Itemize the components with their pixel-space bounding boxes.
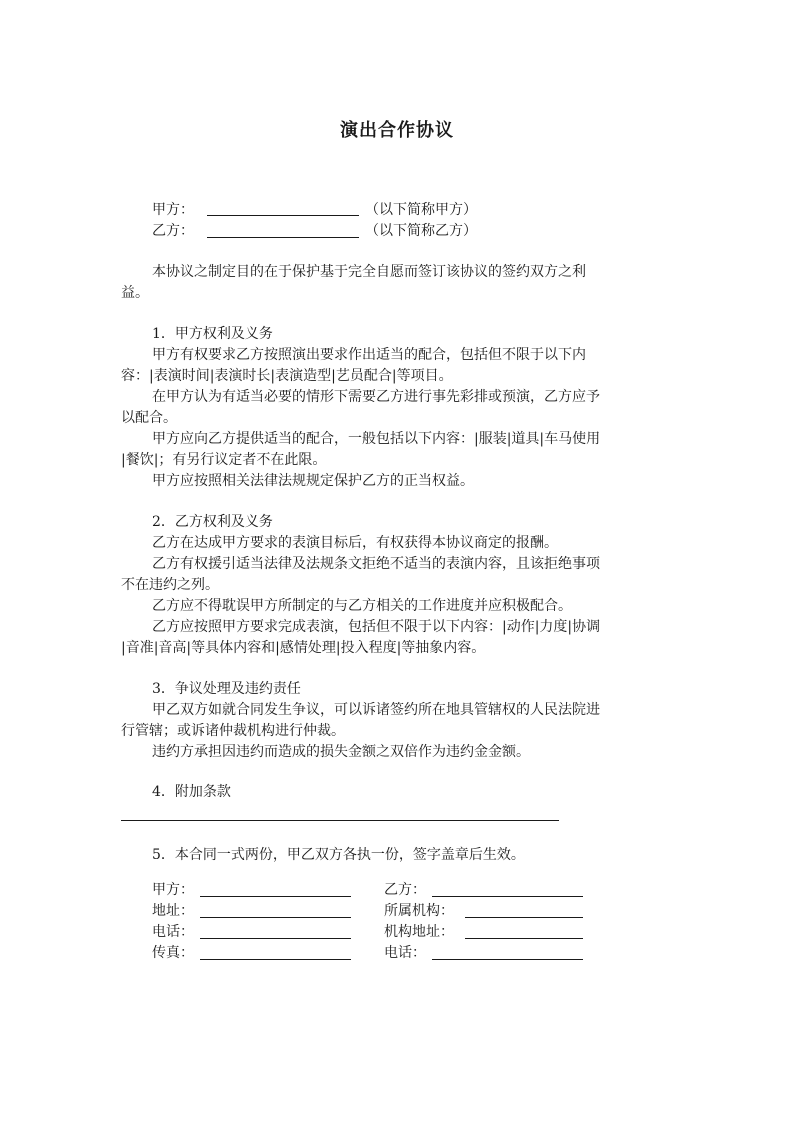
section2-line: |音准|音高|等具体内容和|感情处理|投入程度|等抽象内容。 [121,640,486,656]
sign-a-address-label: 地址： [152,903,194,919]
section3-line: 甲乙双方如就合同发生争议，可以诉诸签约所在地具管辖权的人民法院进 [152,702,600,718]
section5-text: 5．本合同一式两份，甲乙双方各执一份，签字盖章后生效。 [152,847,525,863]
sign-party-b-label: 乙方： [384,882,426,898]
sign-b-org-field[interactable] [465,917,583,918]
section2-line: 乙方应不得耽误甲方所制定的与乙方相关的工作进度并应积极配合。 [152,598,572,614]
section1-line: 甲方应按照相关法律法规规定保护乙方的正当权益。 [152,473,474,489]
preamble-line-1: 本协议之制定目的在于保护基于完全自愿而签订该协议的签约双方之利 [152,264,586,280]
party-a-label: 甲方： [152,202,194,218]
party-b-label: 乙方： [152,223,194,239]
sign-party-a-field[interactable] [200,896,351,897]
sign-party-a-label: 甲方： [152,882,194,898]
sign-a-fax-label: 传真： [152,945,194,961]
section3-line: 行管辖；或诉诸仲裁机构进行仲裁。 [121,723,345,739]
section2-line: 不在违约之列。 [121,577,219,593]
section3-line: 违约方承担因违约而造成的损失金额之双倍作为违约金金额。 [152,744,530,760]
section1-line: 甲方有权要求乙方按照演出要求作出适当的配合，包括但不限于以下内 [152,347,586,363]
sign-b-org-address-field[interactable] [465,938,583,939]
sign-b-phone-label: 电话： [384,945,426,961]
preamble-line-2: 益。 [121,285,149,301]
document-title: 演出合作协议 [340,120,454,141]
sign-a-fax-field[interactable] [200,959,351,960]
additional-terms-blank[interactable] [121,820,559,821]
party-a-suffix: （以下简称甲方） [365,202,477,218]
party-a-blank[interactable] [207,215,359,216]
party-b-suffix: （以下简称乙方） [365,223,477,239]
section1-line: |餐饮|；有另行议定者不在此限。 [121,452,327,468]
sign-a-phone-label: 电话： [152,924,194,940]
section1-line: 以配合。 [121,410,177,426]
section2-heading: 2．乙方权利及义务 [152,514,273,530]
section1-line: 甲方应向乙方提供适当的配合，一般包括以下内容：|服装|道具|车马使用 [152,431,601,447]
section1-line: 容：|表演时间|表演时长|表演造型|艺员配合|等项目。 [121,368,453,384]
sign-a-phone-field[interactable] [200,938,351,939]
sign-b-org-address-label: 机构地址： [384,924,454,940]
sign-b-org-label: 所属机构： [384,903,454,919]
section2-line: 乙方在达成甲方要求的表演目标后，有权获得本协议商定的报酬。 [152,535,558,551]
party-b-blank[interactable] [207,237,359,238]
sign-party-b-field[interactable] [432,896,583,897]
section1-line: 在甲方认为有适当必要的情形下需要乙方进行事先彩排或预演，乙方应予 [152,389,600,405]
section2-line: 乙方应按照甲方要求完成表演，包括但不限于以下内容：|动作|力度|协调 [152,619,601,635]
section4-heading: 4．附加条款 [152,784,231,800]
section1-heading: 1．甲方权利及义务 [152,326,273,342]
sign-b-phone-field[interactable] [432,959,583,960]
section2-line: 乙方有权援引适当法律及法规条文拒绝不适当的表演内容，且该拒绝事项 [152,556,600,572]
section3-heading: 3．争议处理及违约责任 [152,681,301,697]
sign-a-address-field[interactable] [200,917,351,918]
